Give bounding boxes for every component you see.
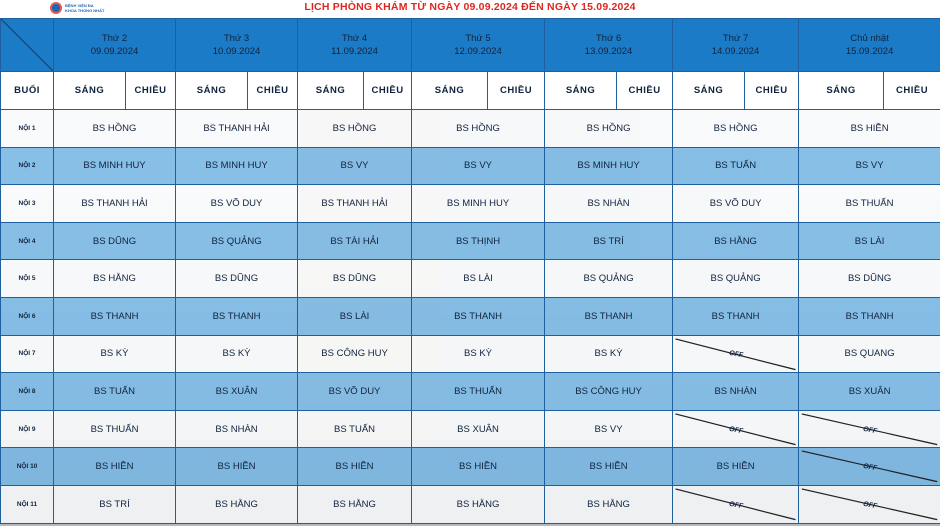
doctor-cell: BS KỲ [545, 335, 673, 373]
logo-text: BỆNH VIỆN ĐA KHOA THỐNG NHẤT [65, 3, 105, 13]
doctor-cell: BS THANH HẢI [176, 110, 298, 148]
doctor-cell: BS TRÍ [545, 222, 673, 260]
day-name: Thứ 4 [341, 33, 368, 44]
doctor-cell: BS XUÂN [412, 410, 545, 448]
day-date: 12.09.2024 [454, 46, 502, 57]
table-row [1, 185, 940, 223]
doctor-cell: BS VY [412, 147, 545, 185]
afternoon-label: CHIỀU [745, 72, 799, 110]
day-name: Thứ 6 [595, 33, 622, 44]
doctor-cell: BS MINH HUY [412, 185, 545, 223]
table-row [1, 260, 940, 298]
afternoon-label: CHIỀU [248, 72, 298, 110]
doctor-cell: BS HẰNG [412, 485, 545, 523]
doctor-cell: BS XUÂN [176, 373, 298, 411]
day-name: Thứ 3 [223, 33, 250, 44]
doctor-cell: BS HỒNG [54, 110, 176, 148]
day-date: 11.09.2024 [331, 46, 378, 57]
page-title: LỊCH PHÒNG KHÁM TỪ NGÀY 09.09.2024 ĐẾN NGÀY 15.09.2024 [304, 1, 636, 13]
doctor-cell: BS VÕ DUY [298, 373, 412, 411]
doctor-cell: BS HỒNG [545, 110, 673, 148]
doctor-cell: BS HIỀN [799, 110, 940, 148]
doctor-cell: BS HỒNG [412, 110, 545, 148]
doctor-cell: BS KỲ [176, 335, 298, 373]
doctor-cell: BS THUẤN [54, 410, 176, 448]
doctor-cell: BS TRÍ [54, 485, 176, 523]
table-row [1, 373, 940, 411]
table-row [1, 147, 940, 185]
day-name: Thứ 2 [101, 33, 128, 44]
doctor-cell: BS NHÀN [545, 185, 673, 223]
afternoon-label: CHIỀU [364, 72, 412, 110]
morning-label: SÁNG [799, 72, 884, 110]
doctor-cell: BS THANH HẢI [54, 185, 176, 223]
row-label: NỘI 3 [1, 185, 54, 223]
corner-cell [1, 19, 54, 72]
doctor-cell: BS THANH HẢI [298, 185, 412, 223]
doctor-cell: BS THANH [412, 297, 545, 335]
row-label: NỘI 2 [1, 147, 54, 185]
row-label: NỘI 1 [1, 110, 54, 148]
doctor-cell: BS VY [799, 147, 940, 185]
day-name: Thứ 5 [465, 33, 491, 44]
doctor-cell: BS QUẢNG [176, 222, 298, 260]
day-date: 15.09.2024 [845, 46, 894, 57]
doctor-cell: BS XUÂN [799, 373, 940, 411]
doctor-cell: BS LÀI [799, 222, 940, 260]
doctor-cell: BS LÀI [412, 260, 545, 298]
table-row [1, 110, 940, 148]
afternoon-label: CHIỀU [884, 72, 940, 110]
doctor-cell: BS HIỀN [54, 448, 176, 486]
row-label: NỘI 11 [1, 485, 54, 523]
day-header [799, 19, 940, 72]
doctor-cell: BS CÔNG HUY [545, 373, 673, 411]
day-date: 13.09.2024 [584, 46, 633, 57]
doctor-cell: BS VY [298, 147, 412, 185]
doctor-cell: BS NHÀN [673, 373, 799, 411]
row-label: NỘI 6 [1, 297, 54, 335]
doctor-cell: BS DŨNG [54, 222, 176, 260]
doctor-cell: BS MINH HUY [54, 147, 176, 185]
doctor-cell: BS HẰNG [673, 222, 799, 260]
doctor-cell: BS HIỀN [673, 448, 799, 486]
doctor-cell: BS QUẢNG [545, 260, 673, 298]
off-cell [799, 410, 940, 448]
doctor-cell: BS HIỀN [176, 448, 298, 486]
doctor-cell: BS THANH [176, 297, 298, 335]
doctor-cell: BS HẰNG [176, 485, 298, 523]
afternoon-label: CHIỀU [126, 72, 176, 110]
doctor-cell: BS CÔNG HUY [298, 335, 412, 373]
doctor-cell: BS KỲ [412, 335, 545, 373]
doctor-cell: BS NHÀN [176, 410, 298, 448]
morning-label: SÁNG [54, 72, 126, 110]
off-cell [799, 485, 940, 523]
day-date: 14.09.2024 [711, 46, 760, 57]
row-label: NỘI 5 [1, 260, 54, 298]
row-label: NỘI 8 [1, 373, 54, 411]
row-label: NỘI 10 [1, 448, 54, 486]
session-label: BUỔI [1, 72, 54, 110]
page-header [0, 0, 940, 18]
afternoon-label: CHIỀU [617, 72, 673, 110]
table-row [1, 448, 940, 486]
morning-label: SÁNG [673, 72, 745, 110]
off-label: OFF [862, 500, 878, 510]
doctor-cell: BS DŨNG [298, 260, 412, 298]
day-name: Thứ 7 [722, 33, 749, 44]
morning-label: SÁNG [176, 72, 248, 110]
off-cell [799, 448, 940, 486]
doctor-cell: BS VÕ DUY [673, 185, 799, 223]
off-label: OFF [728, 425, 744, 435]
doctor-cell: BS THANH [673, 297, 799, 335]
off-label: OFF [862, 425, 878, 435]
doctor-cell: BS HẰNG [545, 485, 673, 523]
doctor-cell: BS HIỀN [545, 448, 673, 486]
doctor-cell: BS HẰNG [54, 260, 176, 298]
day-header [545, 19, 673, 72]
doctor-cell: BS VÕ DUY [176, 185, 298, 223]
day-header [673, 19, 799, 72]
day-header [176, 19, 298, 72]
doctor-cell: BS TUẤN [298, 410, 412, 448]
day-header [54, 19, 176, 72]
doctor-cell: BS HIỀN [412, 448, 545, 486]
off-label: OFF [728, 350, 744, 360]
doctor-cell: BS THANH [54, 297, 176, 335]
schedule-table [0, 18, 940, 524]
doctor-cell: BS MINH HUY [176, 147, 298, 185]
day-date: 09.09.2024 [90, 46, 139, 57]
table-row [1, 485, 940, 523]
table-row [1, 297, 940, 335]
day-header [298, 19, 412, 72]
doctor-cell: BS QUẢNG [673, 260, 799, 298]
doctor-cell: BS TÀI HẢI [298, 222, 412, 260]
table-row [1, 222, 940, 260]
doctor-cell: BS THUẤN [412, 373, 545, 411]
day-header-row [1, 19, 940, 72]
morning-label: SÁNG [298, 72, 364, 110]
day-name: Chủ nhật [850, 33, 889, 44]
doctor-cell: BS TUẤN [673, 147, 799, 185]
doctor-cell: BS TUẤN [54, 373, 176, 411]
off-label: OFF [862, 462, 878, 473]
morning-label: SÁNG [412, 72, 488, 110]
table-row [1, 335, 940, 373]
doctor-cell: BS LÀI [298, 297, 412, 335]
off-label: OFF [728, 500, 744, 510]
session-header-row [1, 72, 940, 110]
doctor-cell: BS MINH HUY [545, 147, 673, 185]
doctor-cell: BS THUẤN [799, 185, 940, 223]
doctor-cell: BS HỒNG [298, 110, 412, 148]
day-header [412, 19, 545, 72]
doctor-cell: BS QUANG [799, 335, 940, 373]
table-row [1, 410, 940, 448]
doctor-cell: BS VY [545, 410, 673, 448]
row-label: NỘI 7 [1, 335, 54, 373]
row-label: NỘI 9 [1, 410, 54, 448]
doctor-cell: BS DŨNG [799, 260, 940, 298]
off-cell [673, 410, 799, 448]
morning-label: SÁNG [545, 72, 617, 110]
doctor-cell: BS DŨNG [176, 260, 298, 298]
doctor-cell: BS THỊNH [412, 222, 545, 260]
doctor-cell: BS HIỀN [298, 448, 412, 486]
day-date: 10.09.2024 [212, 46, 261, 57]
afternoon-label: CHIỀU [488, 72, 545, 110]
doctor-cell: BS KỲ [54, 335, 176, 373]
doctor-cell: BS HỒNG [673, 110, 799, 148]
doctor-cell: BS THANH [799, 297, 940, 335]
row-label: NỘI 4 [1, 222, 54, 260]
doctor-cell: BS THANH [545, 297, 673, 335]
off-cell [673, 335, 799, 373]
off-cell [673, 485, 799, 523]
doctor-cell: BS HẰNG [298, 485, 412, 523]
